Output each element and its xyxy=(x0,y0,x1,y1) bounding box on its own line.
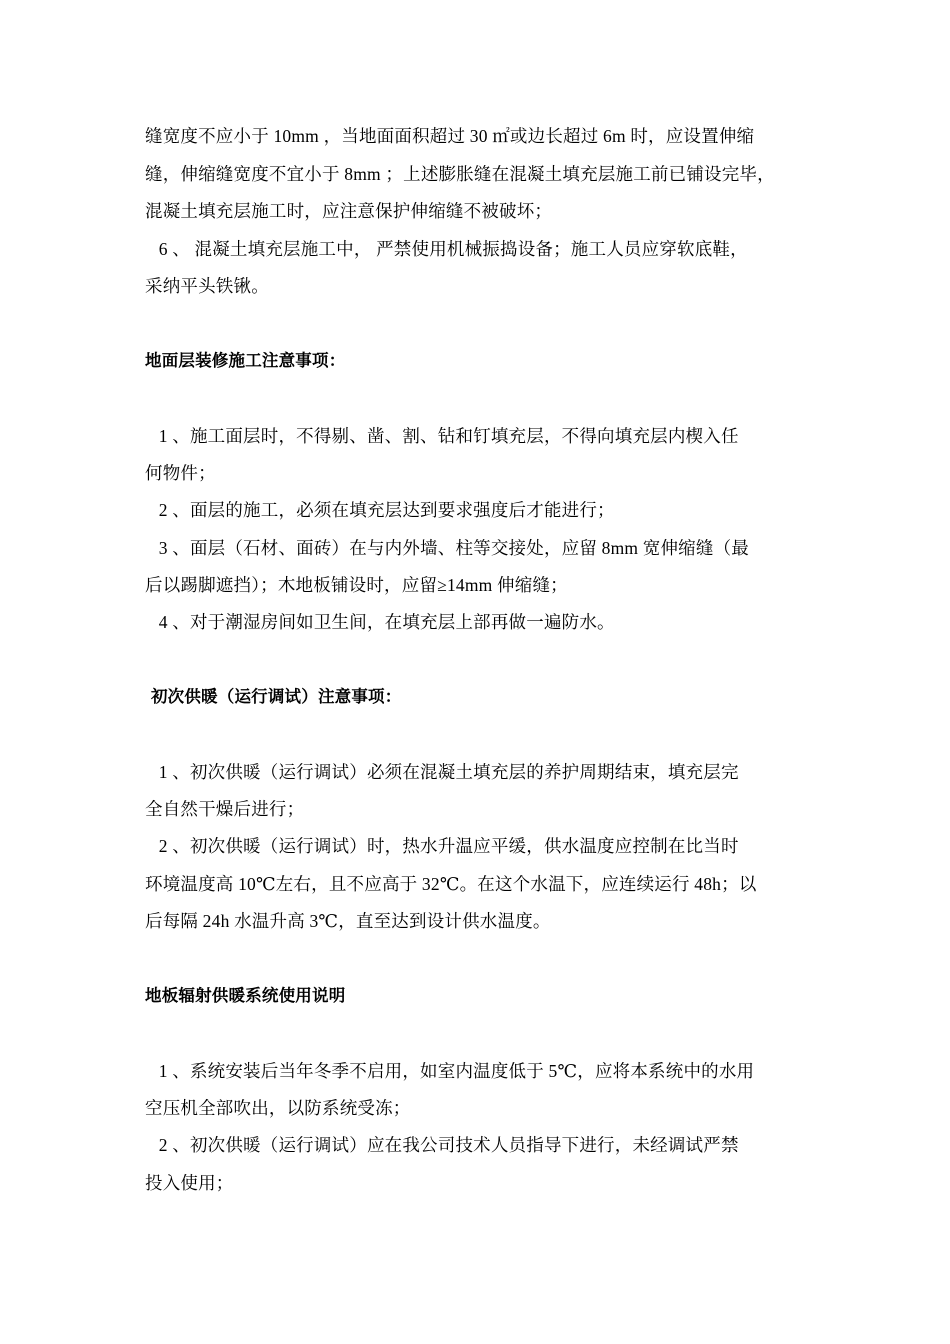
paragraph-line: 2 、初次供暖（运行调试）时，热水升温应平缓，供水温度应控制在比当时 xyxy=(145,836,739,856)
paragraph-line: 后每隔 24h 水温升高 3℃，直至达到设计供水温度。 xyxy=(145,911,551,931)
paragraph-line: 缝，伸缩缝宽度不宜小于 8mm ；上述膨胀缝在混凝土填充层施工前已铺设完毕， xyxy=(145,164,775,184)
paragraph-line: 缝宽度不应小于 10mm ，当地面面积超过 30 ㎡或边长超过 6m 时，应设置伸缩 xyxy=(145,126,755,146)
paragraph-line: 后以踢脚遮挡）；木地板铺设时，应留≥14mm 伸缩缝； xyxy=(145,575,568,595)
paragraph-line: 1 、施工面层时，不得剔、凿、割、钻和钉填充层，不得向填充层内楔入任 xyxy=(145,426,739,446)
paragraph-line: 3 、面层（石材、面砖）在与内外墙、柱等交接处，应留 8mm 宽伸缩缝（最 xyxy=(145,538,749,558)
paragraph-line: 全自然干燥后进行； xyxy=(145,799,305,819)
paragraph-line: 投入使用； xyxy=(145,1173,234,1193)
paragraph-line: 1 、初次供暖（运行调试）必须在混凝土填充层的养护周期结束，填充层完 xyxy=(145,762,739,782)
paragraph-line: 环境温度高 10℃左右，且不应高于 32℃。在这个水温下，应连续运行 48h；以 xyxy=(145,874,757,894)
paragraph-line: 2 、面层的施工，必须在填充层达到要求强度后才能进行； xyxy=(145,500,615,520)
paragraph-line: 6 、 混凝土填充层施工中， 严禁使用机械振捣设备；施工人员应穿软底鞋， xyxy=(145,239,748,259)
paragraph-line: 采纳平头铁锹。 xyxy=(145,276,269,296)
paragraph-line: 混凝土填充层施工时，应注意保护伸缩缝不被破坏； xyxy=(145,201,553,221)
paragraph-line: 2 、初次供暖（运行调试）应在我公司技术人员指导下进行，未经调试严禁 xyxy=(145,1135,739,1155)
section-heading: 初次供暖（运行调试）注意事项： xyxy=(145,687,402,706)
paragraph-line: 4 、对于潮湿房间如卫生间，在填充层上部再做一遍防水。 xyxy=(145,612,615,632)
paragraph-line: 1 、系统安装后当年冬季不启用，如室内温度低于 5℃，应将本系统中的水用 xyxy=(145,1061,755,1081)
section-heading: 地板辐射供暖系统使用说明 xyxy=(145,986,346,1005)
paragraph-line: 何物件； xyxy=(145,463,216,483)
section-heading: 地面层装修施工注意事项： xyxy=(145,351,346,370)
paragraph-line: 空压机全部吹出，以防系统受冻； xyxy=(145,1098,411,1118)
